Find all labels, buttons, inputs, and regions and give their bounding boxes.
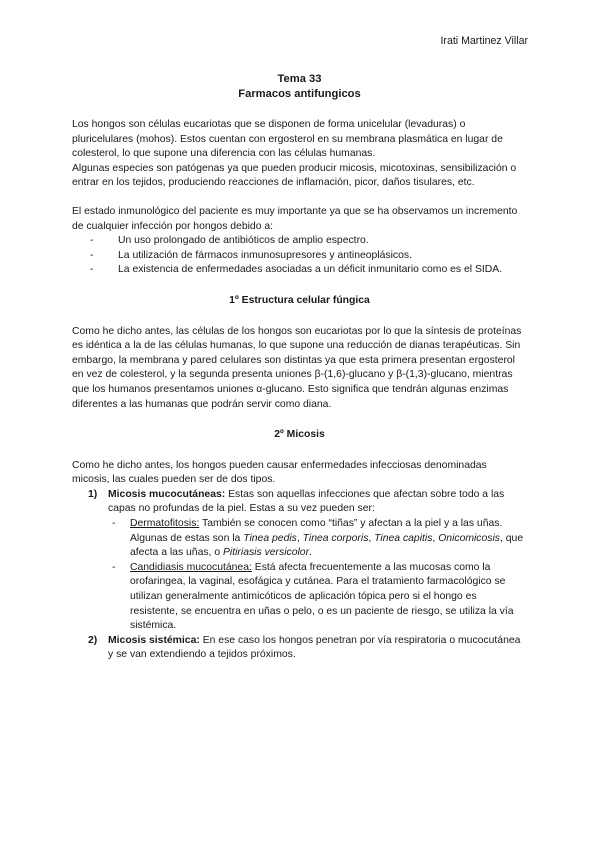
author-name: Irati Martinez Villar [440,35,528,47]
species-name: Tinea corporis [302,532,369,544]
subitem-term: Candidiasis mucocutánea: [130,561,252,573]
list-item: - La utilización de fármacos inmunosupresores y antineoplásicos. [72,249,527,264]
intro-paragraph-2: Algunas especies son patógenas ya que pueden producir micosis, micotoxinas, sensibilización o entrar en los tejidos, produciendo reacciones de inflamación, picor, daños tisulares, etc. [72,162,517,189]
list-item: - La existencia de enfermedades asociadas a un déficit inmunitario como es el SIDA. [72,263,527,278]
document-body [72,72,527,663]
micosis-types-list [72,488,527,663]
item-number: 2) [88,634,98,646]
subitem-candidiasis [108,561,527,634]
species-name: Tinea capitis [374,532,433,544]
item-number: 1) [88,488,98,500]
item-term: Micosis mucocutáneas: [108,488,226,500]
item-text: Estas son aquellas infecciones que afectan sobre todo a las capas no profundas de la piel. Estas a su vez pueden ser: [108,488,505,515]
micosis-intro: Como he dicho antes, los hongos pueden causar enfermedades infecciosas denominadas micosis, las cuales pueden ser de dos tipos. [72,459,487,486]
list-item-mucocutaneous [72,488,527,634]
species-name: Pitiriasis versicolor [223,547,310,559]
structure-paragraph: Como he dicho antes, las células de los hongos son eucariotas por lo que la síntesis de proteínas es idéntica a la de las células humanas, lo que supone una reducción de dianas terapéuticas. Sin embargo, la membrana y pared celulares son distintas ya que esta primera presentan ergosterol en vez de colesterol, y la segunda presenta uniones β-(1,6)-glucano y β-(1,3)-glucano, mientras que los humanos presentamos uniones α-glucano. Esto significa que tendrán algunas enzimas diferentes a las humanas que podrán servir como diana. [72,325,522,410]
species-name: Onicomicosis [438,532,500,544]
list-item-systemic [72,634,527,663]
document-title [72,72,527,102]
section-heading-structure: 1º Estructura celular fúngica [229,294,370,306]
mucocutaneous-subtypes [108,517,527,634]
section-heading-micosis: 2º Micosis [274,429,325,441]
risk-factor-list [72,234,527,278]
species-name: Tinea pedis [243,532,297,544]
intro-paragraph-1: Los hongos son células eucariotas que se disponen de forma unicelular (levaduras) o pluricelulares (mohos). Estos cuentan con ergosterol en su membrana plasmática en lugar de colesterol, lo que supone una diferencia con las células humanas. [72,119,503,160]
intro-paragraph-3: El estado inmunológico del paciente es muy importante ya que se ha observamos un incremento de cualquier infección por hongos debido a: [72,205,518,232]
subitem-dermatofitosis: - Dermatofitosis: También se conocen como “tiñas” y afectan a la piel y a las uñas. Algunas de estas son la Tinea pedis, Tinea corporis, Tinea capitis, Onicomicosis, que afecta a las uñas, o Pitiriasis versicolor. [108,517,527,561]
subitem-text: Está afecta frecuentemente a las mucosas como la orofaringea, la vaginal, esofágica y cutánea. Para el tratamiento farmacológico se utilizan generalmente antimicóticos de aplicación tópica pero si el hongo es resistente, se encuentra en uñas o pelo, o es un paciente de riesgo, se utiliza la vía sistémica. [130,561,514,632]
item-text: En ese caso los hongos penetran por vía respiratoria o mucocutánea y se van extendiendo a tejidos próximos. [108,634,521,661]
title-topic: Tema 33 [277,73,322,85]
list-item: - Un uso prolongado de antibióticos de amplio espectro. [72,234,527,249]
title-subject: Farmacos antifungicos [238,88,361,100]
subitem-term: Dermatofitosis: [130,518,200,530]
item-term: Micosis sistémica: [108,634,200,646]
